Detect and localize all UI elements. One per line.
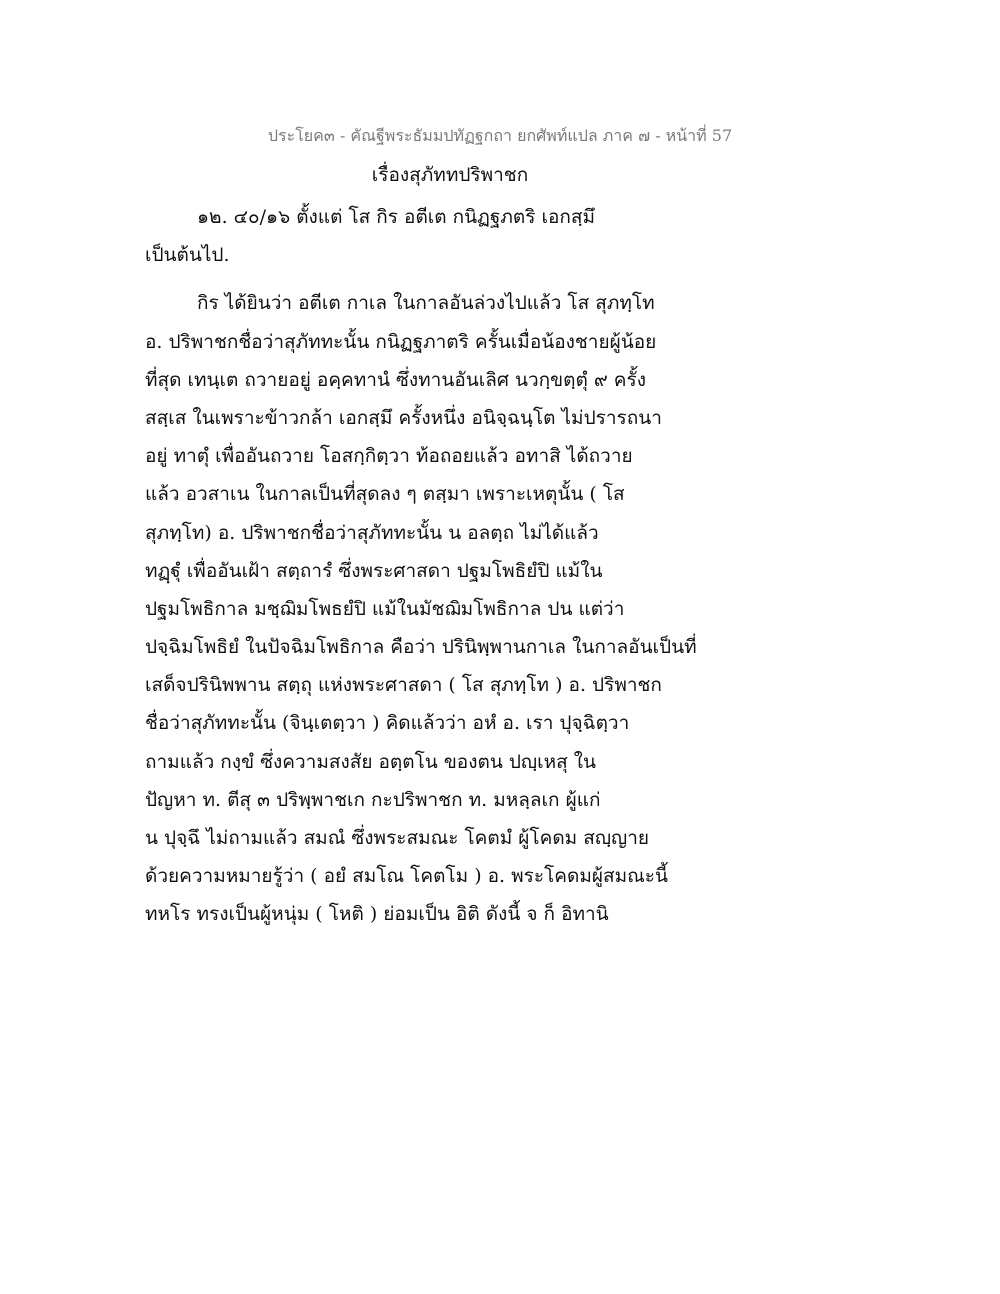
body-line: ที่สุด เทนฺเต ถวายอยู่ อคฺคทานํ ซึ่งทานอันเลิศ นวกฺขตฺตุํ ๙ ครั้ง [145,368,646,391]
body-line: เสด็จปรินิพพาน สตฺถุ แห่งพระศาสดา ( โส สุภทฺโท ) อ. ปริพาชก [145,674,662,697]
paragraph-gap [145,274,705,284]
body-line: อยู่ ทาตุํ เพื่ออันถวาย โอสกฺกิตฺวา ท้อถอยแล้ว อทาสิ ได้ถวาย [145,445,633,468]
body-line: ถามแล้ว กงฺขํ ซึ่งความสงสัย อตฺตโน ของตน ปญฺเหสุ ใน [145,750,597,773]
intro-line: เป็นต้นไป. [145,244,230,267]
body-line: แล้ว อวสาเน ในกาลเป็นที่สุดลง ๆ ตสฺมา เพราะเหตุนั้น ( โส [145,483,625,506]
body-text [145,198,705,934]
body-line: ชื่อว่าสุภัททะนั้น (จินฺเตตฺวา ) คิดแล้วว่า อหํ อ. เรา ปุจฺฉิตฺวา [145,712,630,735]
intro-line: ๑๒. ๔๐/๑๖ ตั้งแต่ โส กิร อตีเต กนิฏฐภตริ เอกสฺมึ [197,206,596,228]
body-line: ปัญหา ท. ตีสุ ๓ ปริพฺพาชเก กะปริพาชก ท. มหลฺลเก ผู้แก่ [145,788,601,811]
body-line: กิร ได้ยินว่า อตีเต กาเล ในกาลอันล่วงไปแล้ว โส สุภทฺโท [197,292,655,315]
body-line: ทฏฺฐุํ เพื่ออันเฝ้า สตฺถารํ ซึ่งพระศาสดา ปฐมโพธิยํปิ แม้ใน [145,559,603,582]
body-line: น ปุจฺฉึ ไม่ถามแล้ว สมณํ ซึ่งพระสมณะ โคตมํ ผู้โคดม สญฺญาย [145,827,650,849]
body-line: สุภทฺโท) อ. ปริพาชกชื่อว่าสุภัททะนั้น น อลตฺถ ไม่ได้แล้ว [145,521,599,544]
running-header: ประโยค๓ - คัณฐีพระธัมมปทัฏฐกถา ยกศัพท์แปล ภาค ๗ - หน้าที่ 57 [267,126,733,145]
body-line: ปจฺฉิมโพธิยํ ในปัจฉิมโพธิกาล คือว่า ปรินิพฺพานกาเล ในกาลอันเป็นที่ [145,636,697,659]
story-title: เรื่องสุภัททปริพาชก [371,164,529,186]
body-line: สสฺเส ในเพราะข้าวกล้า เอกสฺมึ ครั้งหนึ่ง อนิจฺฉนฺโต ไม่ปรารถนา [145,406,662,429]
body-line: ปฐมโพธิกาล มชฺฌิมโพธยํปิ แม้ในมัชฌิมโพธิกาล ปน แต่ว่า [145,597,625,620]
body-line: ด้วยความหมายรู้ว่า ( อยํ สมโณ โคตโม ) อ. พระโคดมผู้สมณะนี้ [145,865,668,888]
body-line: อ. ปริพาชกชื่อว่าสุภัททะนั้น กนิฏฐภาตริ ครั้นเมื่อน้องชายผู้น้อย [145,330,657,353]
body-line: ทหโร ทรงเป็นผู้หนุ่ม ( โหติ ) ย่อมเป็น อิติ ดังนี้ จ ก็ อิทานิ [145,903,609,926]
